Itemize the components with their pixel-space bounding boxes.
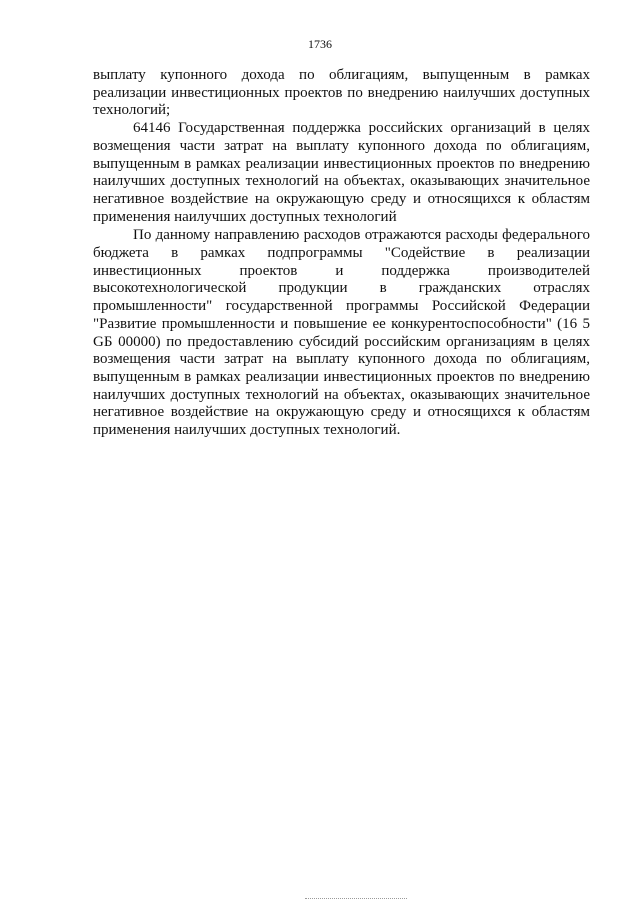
paragraph-continuation: выплату купонного дохода по облигациям, выпущенным в рамках реализации инвестиционных проектов по внедрению наилучших доступных технологий;	[93, 67, 590, 119]
paragraph-code-64146: 64146 Государственная поддержка российских организаций в целях возмещения части затрат на выплату купонного дохода по облигациям, выпущенным в рамках реализации инвестиционных проектов по внедрению наилучших доступных технологий на объектах, оказывающих значительное негативное воздействие на окружающую среду и относящихся к областям применения наилучших доступных технологий	[93, 120, 590, 225]
page-number: 1736	[308, 37, 332, 51]
paragraph-expense-description: По данному направлению расходов отражаются расходы федерального бюджета в рамках подпрограммы "Содействие в реализации инвестиционных проектов и поддержка производителей высокотехнологической продукции в гражданских отраслях промышленности" государственной программы Российской Федерации "Развитие промышленности и повышение ее конкурентоспособности" (16 5 GБ 00000) по предоставлению субсидий российским организациям в целях возмещения части затрат на выплату купонного дохода по облигациям, выпущенным в рамках реализации инвестиционных проектов по внедрению наилучших доступных технологий на объектах, оказывающих значительное негативное воздействие на окружающую среду и относящихся к областям применения наилучших доступных технологий.	[93, 227, 590, 439]
scan-edge-mark	[305, 898, 407, 899]
document-body	[93, 67, 590, 440]
